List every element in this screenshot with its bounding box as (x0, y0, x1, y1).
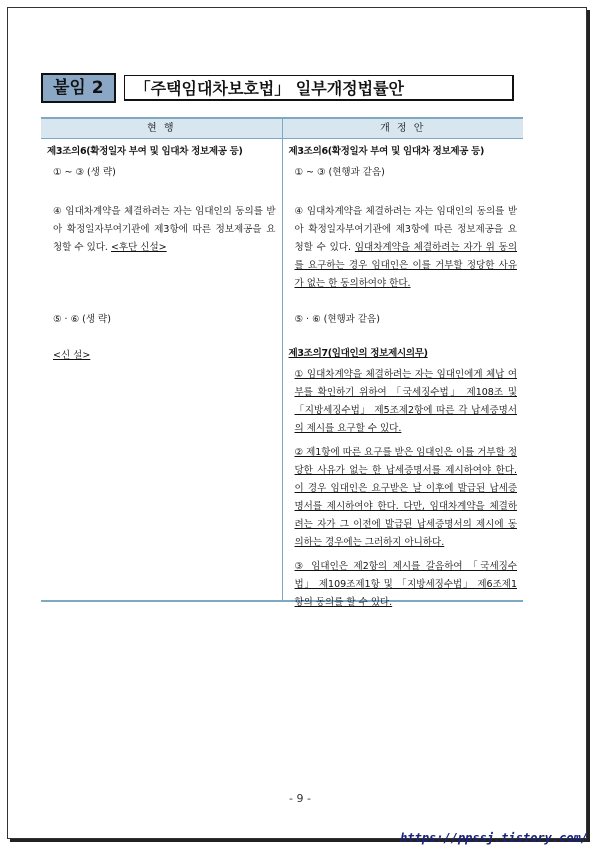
current-para-4-text: ④ 임대차계약을 체결하려는 자는 임대인의 동의를 받아 확정일자부여기관에 제3항에 따른 정보제공을 요청할 수 있다. (53, 206, 276, 253)
current-new-tag: <신 설> (53, 350, 91, 361)
current-para-4 (53, 203, 276, 257)
proposed-para-4-added: 임대차계약을 체결하려는 자가 위 동의를 요구하는 경우 임대인은 이를 거부할 정당한 사유가 없는 한 동의하여야 한다. (294, 242, 517, 289)
proposed-new-para-2: ② 제1항에 따른 요구를 받은 임대인은 이를 거부할 정당한 사유가 없는 한 납세증명서를 제시하여야 한다. 이 경우 임대인은 요구받은 날 이후에 발급된 납세증명서를 제시하여야 한다. 다만, 임대차계약을 체결하려는 자가 그 이전에 발급된 납세증명서의 제시에 동의하는 경우에는 그러하지 아니하다. (294, 447, 517, 548)
header-current: 현 행 (41, 119, 283, 138)
proposed-article-heading: 제3조의6(확정일자 부여 및 임대차 정보제공 등) (288, 146, 485, 157)
header-proposed: 개 정 안 (380, 123, 426, 134)
source-url: https://ppssj.tistory.com/ (400, 831, 588, 845)
proposed-new-para-3: ③ 임대인은 제2항의 제시를 갈음하여 「국세징수법」 제109조제1항 및 「지방세징수법」 제6조제1항의 동의를 할 수 있다. (294, 561, 517, 608)
table-body (41, 139, 523, 608)
proposed-column (283, 139, 524, 608)
proposed-para-1-3: ① ~ ③ (현행과 같음) (294, 167, 385, 178)
document-title: 「주택임대차보호법」 일부개정법률안 (124, 75, 514, 101)
current-para-4-tag: <후단 신설> (110, 242, 167, 253)
proposed-new-article-heading: 제3조의7(임대인의 정보제시의무) (288, 348, 428, 359)
current-para-1-3: ① ~ ③ (생 략) (53, 167, 116, 178)
current-column (41, 139, 283, 601)
proposed-new-para-1: ① 임대차계약을 체결하려는 자는 임대인에게 체납 여부를 확인하기 위하여 「국세징수법」 제108조 및 「지방세징수법」 제5조제2항에 따른 각 납세증명서의 제시를 요구할 수 있다. (294, 369, 517, 434)
table-header (41, 119, 523, 139)
current-article-heading: 제3조의6(확정일자 부여 및 임대차 정보제공 등) (47, 146, 243, 157)
page-number: - 9 - (289, 792, 311, 805)
proposed-para-5-6: ⑤ · ⑥ (현행과 같음) (294, 314, 380, 325)
proposed-para-4 (295, 203, 518, 293)
current-para-5-6: ⑤ · ⑥ (생 략) (53, 314, 111, 325)
attachment-badge: 붙임 2 (41, 73, 116, 103)
proposed-para-4-text: ④ 임대차계약을 체결하려는 자는 임대인의 동의를 받아 확정일자부여기관에 제3항에 따른 정보제공을 요청할 수 있다. (294, 206, 517, 253)
comparison-table (41, 117, 523, 608)
title-row (41, 73, 514, 103)
